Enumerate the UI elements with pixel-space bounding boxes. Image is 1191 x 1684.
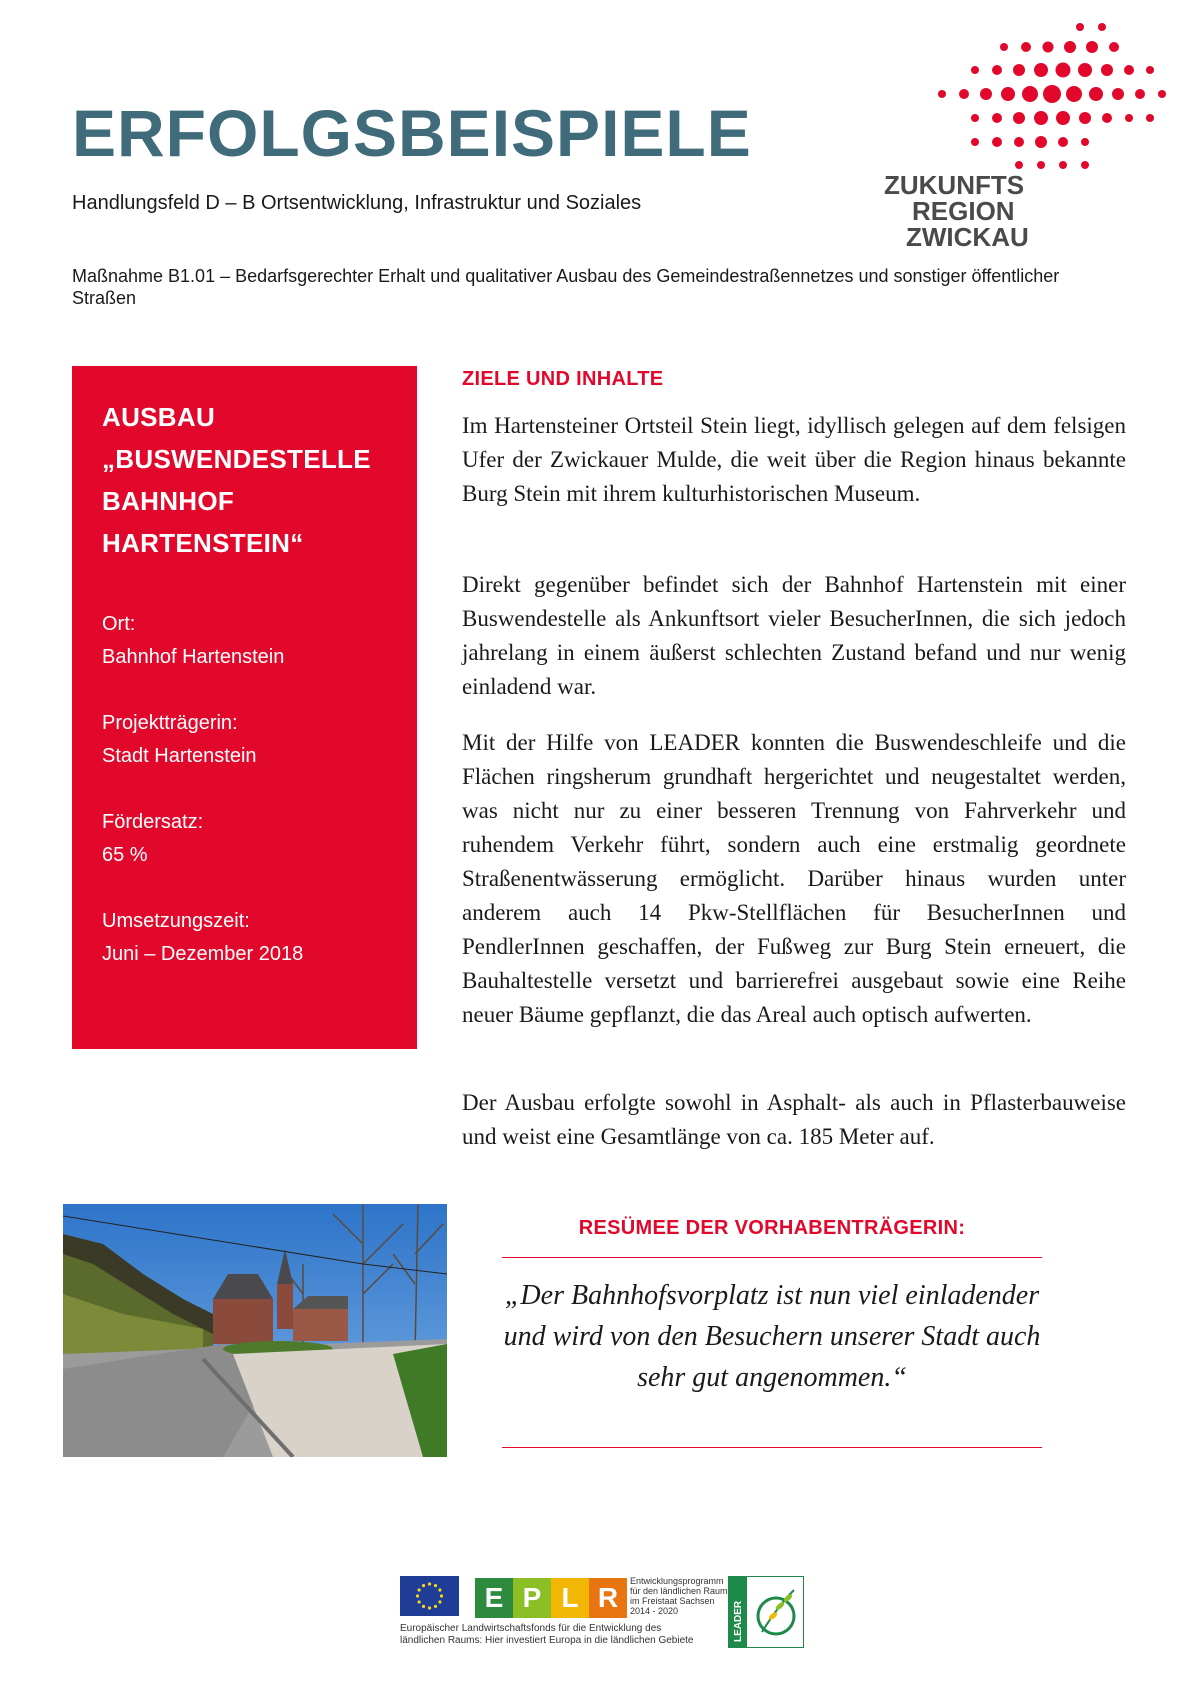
body-paragraph: Direkt gegenüber befindet sich der Bahnhof Hartenstein mit einer Buswendestelle als Ankunftsort vieler BesucherInnen, die sich jedoch jahrelang in einem äußerst schlechten Zustand befand und nur wenig einladend war. <box>462 572 1126 699</box>
field-value: Bahnhof Hartenstein <box>102 646 285 668</box>
eplr-letter: R <box>589 1578 627 1618</box>
field-label: Umsetzungszeit: <box>102 910 250 932</box>
body-paragraph: Im Hartensteiner Ortsteil Stein liegt, idyllisch gelegen auf dem felsigen Ufer der Zwickauer Mulde, die weit über die Region hinaus bekannte Burg Stein mit ihrem kulturhistorischen Museum. <box>462 413 1126 506</box>
field-label: Projektträgerin: <box>102 712 238 734</box>
eplr-logo <box>475 1578 627 1618</box>
eplr-letter: L <box>551 1578 589 1618</box>
bus-turnaround-photo <box>63 1204 447 1457</box>
divider <box>502 1257 1042 1258</box>
eu-caption-line: ländlichen Raums: Hier investiert Europa in die ländlichen Gebiete <box>400 1635 694 1646</box>
leader-logo <box>728 1576 804 1648</box>
body-paragraph: Mit der Hilfe von LEADER konnten die Buswendeschleife und die Flächen ringsherum grundhaft hergerichtet und neugestaltet werden, was nicht nur zu einer besseren Trennung von Fahrverkehr und ruhendem Verkehr führt, sondern auch eine erstmalig geordnete Straßenentwässerung ermöglicht. Darüber hinaus wurden unter anderem auch 14 Pkw-Stellflächen für BesucherInnen und PendlerInnen geschaffen, der Fußweg zur Burg Stein erneuert, die Bauhaltestelle versetzt und barrierefrei ausgebaut sowie eine Reihe neuer Bäume gepflanzt, die das Areal auch optisch aufwerten. <box>462 730 1126 1027</box>
field-label: Ort: <box>102 613 136 635</box>
page-subtitle: Handlungsfeld D – B Ortsentwicklung, Infrastruktur und Soziales <box>72 192 642 214</box>
resume-heading: RESÜMEE DER VORHABENTRÄGERIN: <box>578 1217 966 1239</box>
eplr-caption-line: für den ländlichen Raum <box>630 1586 728 1596</box>
measure-description: Maßnahme B1.01 – Bedarfsgerechter Erhalt und qualitativer Ausbau des Gemeindestraßennetzes und sonstiger öffentlicher Straßen <box>72 266 1060 308</box>
eplr-letter: P <box>513 1578 551 1618</box>
logo-line: REGION <box>912 196 1015 226</box>
eplr-caption-line: 2014 - 2020 <box>630 1606 679 1616</box>
logo-wordmark <box>884 172 1029 250</box>
page-title: ERFOLGSBEISPIELE <box>72 96 752 170</box>
divider <box>502 1447 1042 1448</box>
eu-caption-line: Europäischer Landwirtschaftsfonds für die Entwicklung des <box>400 1623 662 1634</box>
logo-line: ZWICKAU <box>906 222 1029 252</box>
resume-quote: „Der Bahnhofsvorplatz ist nun viel einladender und wird von den Besuchern unserer Stadt auch sehr gut angenommen.“ <box>503 1280 1041 1393</box>
field-value: Juni – Dezember 2018 <box>102 943 304 965</box>
field-label: Fördersatz: <box>102 811 204 833</box>
logo-line: ZUKUNFTS <box>884 170 1025 200</box>
body-paragraph: Der Ausbau erfolgte sowohl in Asphalt- als auch in Pflasterbauweise und weist eine Gesamtlänge von ca. 185 Meter auf. <box>462 1090 1126 1149</box>
field-value: 65 % <box>102 844 148 866</box>
eu-flag-icon <box>400 1576 459 1616</box>
eu-fund-caption <box>400 1623 694 1647</box>
eplr-caption-line: im Freistaat Sachsen <box>630 1596 715 1606</box>
leader-text: LEADER <box>733 1600 744 1642</box>
project-info-box <box>72 366 417 1049</box>
section-heading: ZIELE UND INHALTE <box>462 368 664 390</box>
field-value: Stadt Hartenstein <box>102 745 257 767</box>
eplr-letter: E <box>475 1578 513 1618</box>
project-title: AUSBAU „BUSWENDESTELLE BAHNHOF HARTENSTEIN“ <box>102 402 371 558</box>
eplr-caption <box>630 1576 728 1616</box>
eplr-caption-line: Entwicklungsprogramm <box>630 1576 724 1586</box>
